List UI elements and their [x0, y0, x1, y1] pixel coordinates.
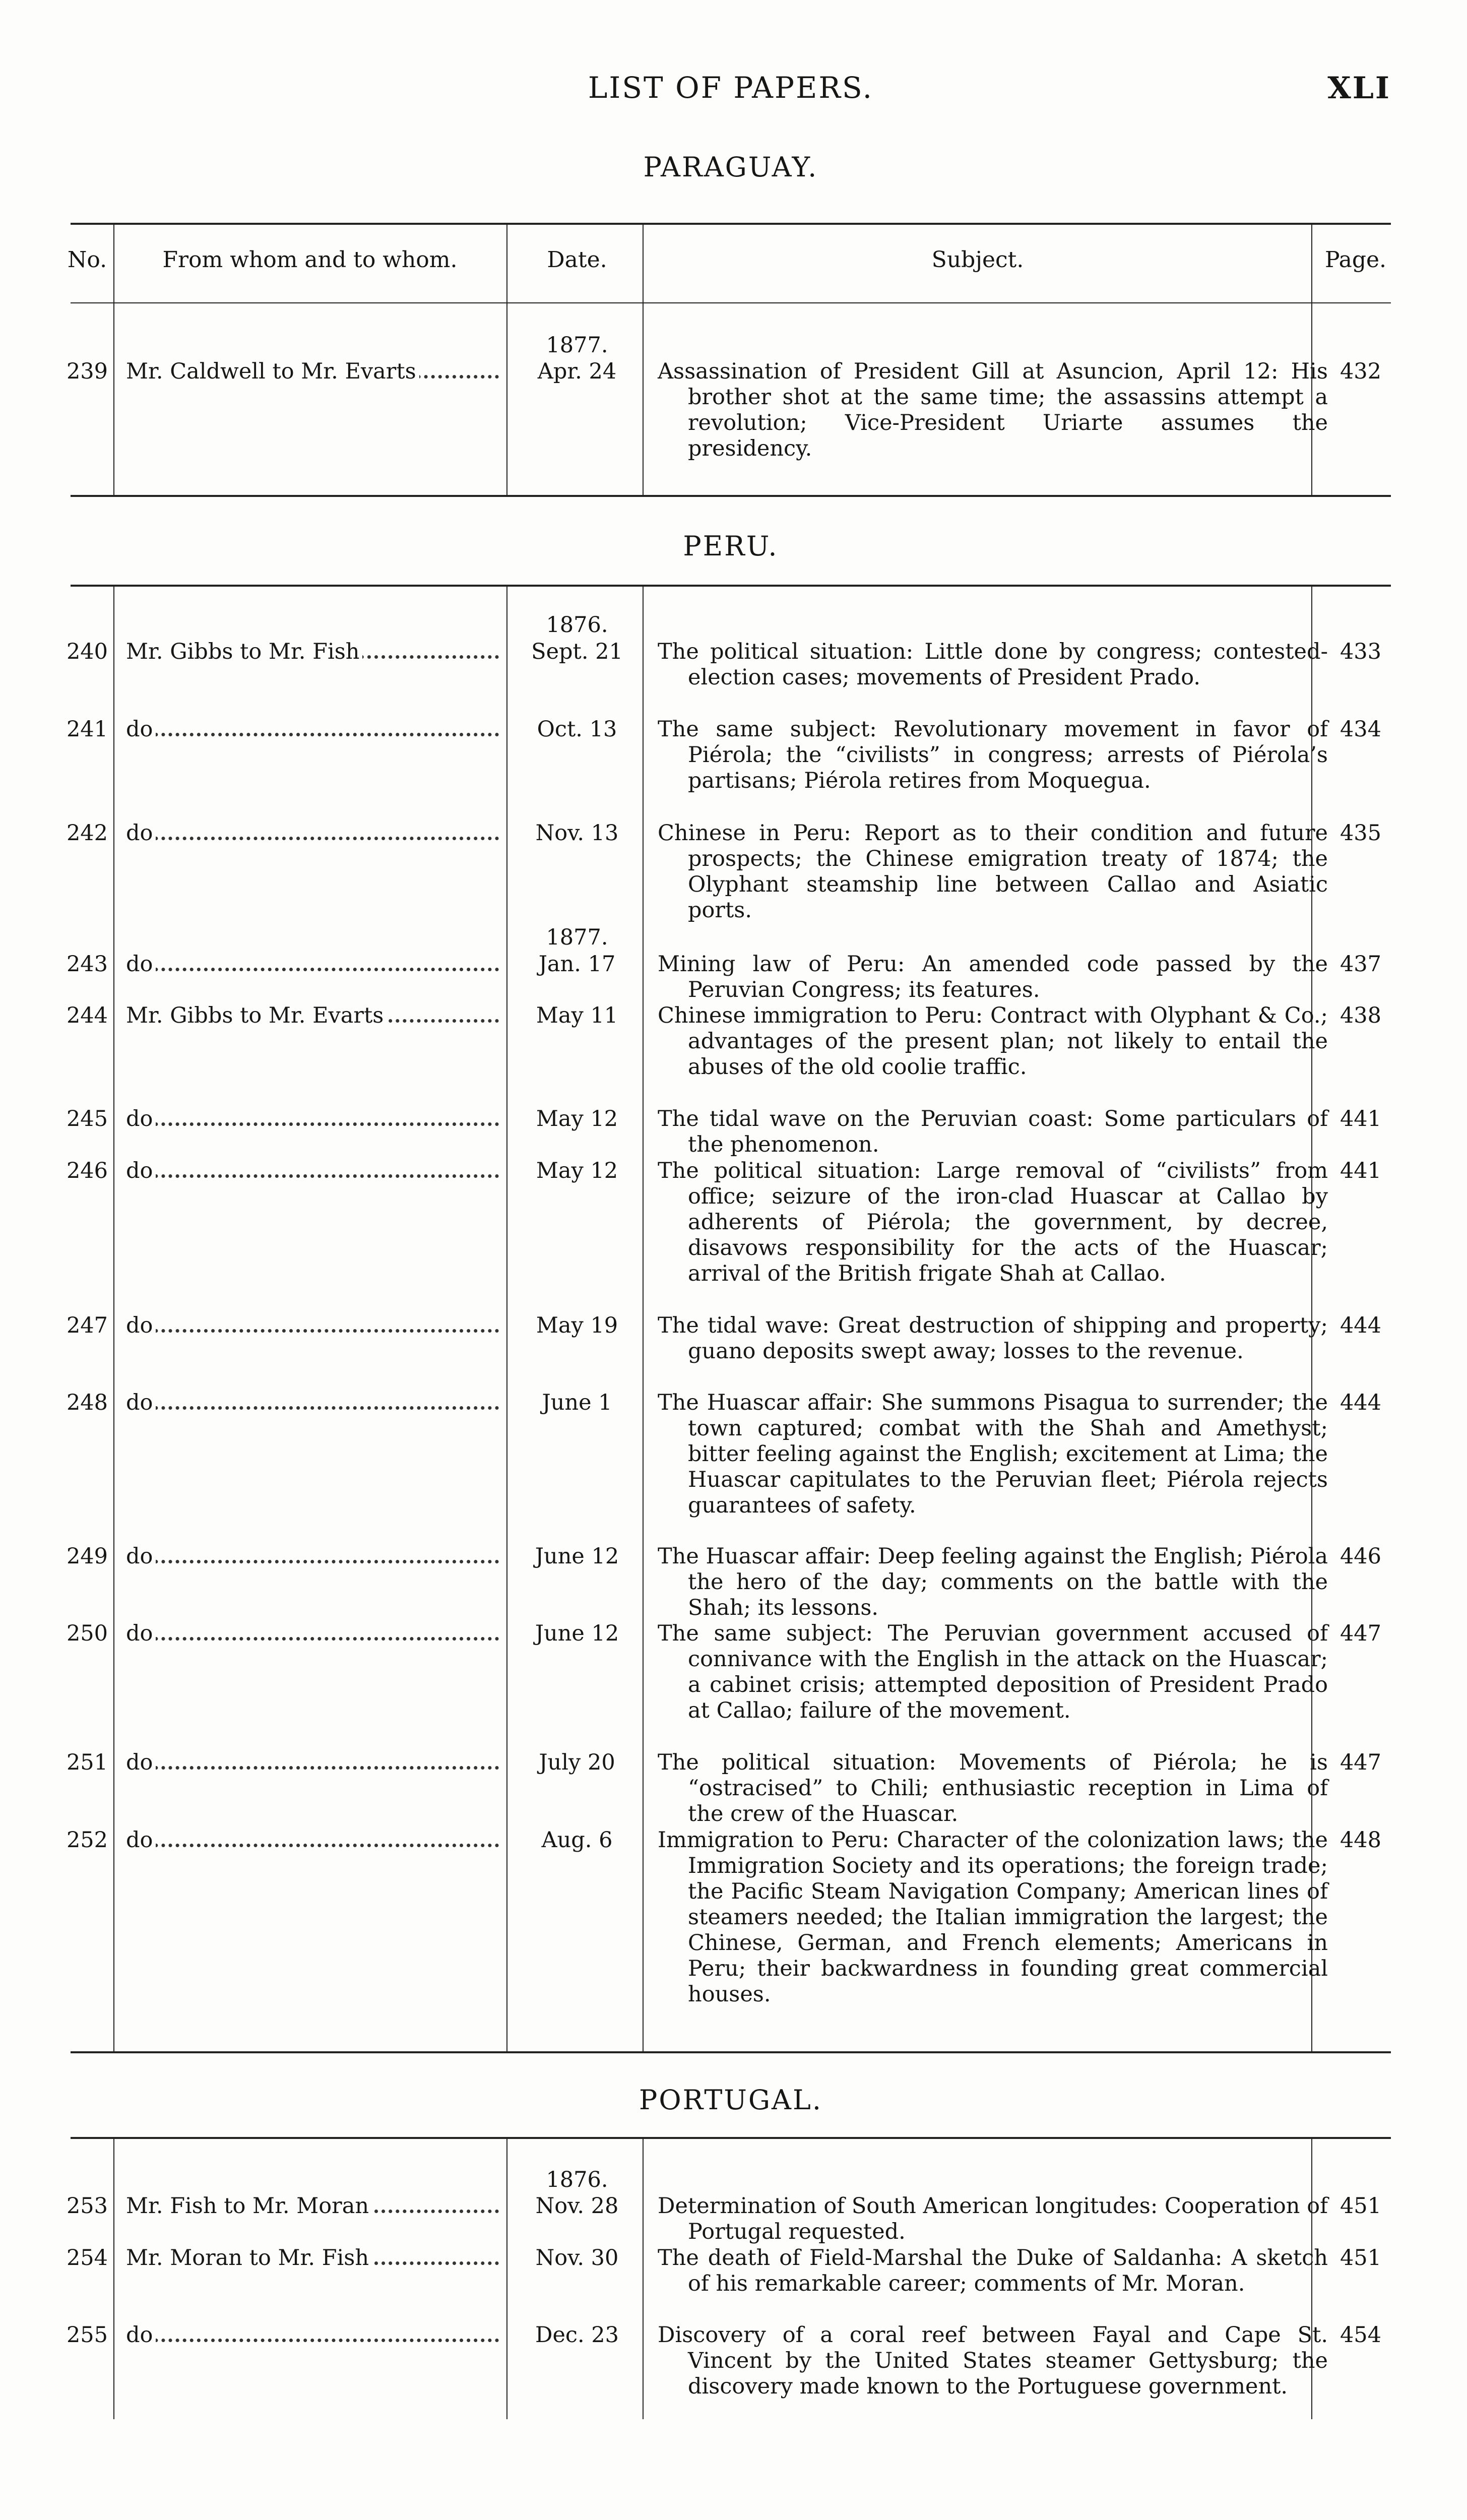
column-divider	[506, 585, 507, 2051]
section-heading-portugal: PORTUGAL.	[639, 2084, 822, 2116]
page-reference: 433	[1340, 639, 1382, 664]
paper-subject: Chinese immigration to Peru: Contract with Olyphant & Co.; advantages of the present plan; not likely to entail the abuses of the old coolie traffic.	[658, 1003, 1328, 1080]
page-number: XLI	[1327, 71, 1391, 106]
paper-number: 240	[66, 639, 108, 664]
paper-number: 245	[66, 1106, 108, 1131]
paper-date: Sept. 21	[531, 639, 623, 664]
correspondent: Mr. Fish to Mr. Moran	[126, 2193, 504, 2219]
page-reference: 448	[1340, 1828, 1382, 1853]
paper-date: June 12	[535, 1544, 619, 1569]
paper-date: Nov. 30	[535, 2245, 619, 2271]
paper-subject: The same subject: Revolutionary movement in favor of Piérola; the “civilists” in congress; arrests of Piérola’s partisans; Piérola retires from Moquegua.	[658, 717, 1328, 793]
column-divider	[506, 223, 507, 495]
correspondent: Mr. Gibbs to Mr. Evarts	[126, 1003, 504, 1029]
paper-subject: The Huascar affair: Deep feeling against the English; Piérola the hero of the day; comments on the battle with the Shah; its lessons.	[658, 1544, 1328, 1620]
paper-number: 243	[66, 952, 108, 977]
column-divider	[643, 2137, 644, 2419]
year-mark: 1876.	[546, 612, 608, 638]
correspondent: do	[126, 717, 504, 742]
column-divider	[643, 223, 644, 495]
page-reference: 447	[1340, 1621, 1382, 1646]
section-bottom-rule	[71, 2051, 1391, 2053]
page-reference: 435	[1340, 821, 1382, 846]
section-heading-peru: PERU.	[683, 530, 779, 562]
correspondent: do	[126, 1313, 504, 1339]
paper-number: 242	[66, 821, 108, 846]
table-top-rule	[71, 223, 1391, 225]
section-heading-paraguay: PARAGUAY.	[643, 151, 818, 183]
paper-number: 241	[66, 717, 108, 742]
year-mark: 1876.	[546, 2167, 608, 2192]
page-reference: 444	[1340, 1313, 1382, 1338]
paper-number: 250	[66, 1621, 108, 1646]
paper-subject: The same subject: The Peruvian government accused of connivance with the English in the attack on the Huascar; a cabinet crisis; attempted deposition of President Prado at Callao; failure of the movement.	[658, 1621, 1328, 1723]
column-divider	[643, 585, 644, 2051]
paper-number: 247	[66, 1313, 108, 1338]
correspondent: Mr. Gibbs to Mr. Fish	[126, 639, 504, 665]
paper-number: 254	[66, 2245, 108, 2271]
page-title: LIST OF PAPERS.	[588, 71, 874, 105]
year-mark: 1877.	[546, 333, 608, 358]
page-reference: 437	[1340, 952, 1382, 977]
paper-date: Nov. 13	[535, 821, 619, 846]
paper-subject: Chinese in Peru: Report as to their condition and future prospects; the Chinese emigration treaty of 1874; the Olyphant steamship line between Callao and Asiatic ports.	[658, 821, 1328, 923]
page-reference: 454	[1340, 2322, 1382, 2348]
page-reference: 438	[1340, 1003, 1382, 1028]
running-header	[71, 71, 1391, 111]
page-reference: 444	[1340, 1390, 1382, 1415]
paper-date: May 12	[536, 1158, 618, 1183]
section-top-rule	[71, 2137, 1391, 2139]
paper-date: July 20	[539, 1750, 615, 1775]
correspondent: do	[126, 1621, 504, 1647]
paper-subject: The political situation: Little done by congress; contested-election cases; movements of President Prado.	[658, 639, 1328, 690]
year-mark: 1877.	[546, 925, 608, 950]
paper-subject: Mining law of Peru: An amended code passed by the Peruvian Congress; its features.	[658, 952, 1328, 1002]
column-header-page: Page.	[1324, 247, 1387, 273]
paper-subject: The political situation: Movements of Piérola; he is “ostracised” to Chili; enthusiastic reception in Lima of the crew of the Huascar.	[658, 1750, 1328, 1826]
column-divider	[113, 2137, 114, 2419]
paper-subject: Determination of South American longitudes: Cooperation of Portugal requested.	[658, 2193, 1328, 2244]
page-reference: 432	[1340, 359, 1382, 384]
column-divider	[506, 2137, 507, 2419]
correspondent: Mr. Caldwell to Mr. Evarts	[126, 359, 504, 385]
paper-subject: The death of Field-Marshal the Duke of Saldanha: A sketch of his remarkable career; comments of Mr. Moran.	[658, 2245, 1328, 2296]
paper-number: 248	[66, 1390, 108, 1415]
page-reference: 441	[1340, 1106, 1382, 1131]
correspondent: do	[126, 1750, 504, 1776]
paper-subject: Assassination of President Gill at Asuncion, April 12: His brother shot at the same time; the assassins attempt a revolution; Vice-President Uriarte assumes the presidency.	[658, 359, 1328, 461]
page-reference: 441	[1340, 1158, 1382, 1183]
correspondent: do	[126, 2322, 504, 2348]
column-header-from: From whom and to whom.	[162, 247, 458, 273]
paper-subject: The tidal wave: Great destruction of shipping and property; guano deposits swept away; losses to the revenue.	[658, 1313, 1328, 1364]
correspondent: do	[126, 1106, 504, 1132]
correspondent: do	[126, 1828, 504, 1853]
paper-number: 253	[66, 2193, 108, 2219]
paper-subject: The Huascar affair: She summons Pisagua to surrender; the town captured; combat with the Shah and Amethyst; bitter feeling against the English; excitement at Lima; the Huascar capitulates to the Peruvian fleet; Piérola rejects guarantees of safety.	[658, 1390, 1328, 1518]
paper-date: Oct. 13	[537, 717, 617, 742]
paper-date: May 12	[536, 1106, 618, 1131]
correspondent: do	[126, 1158, 504, 1184]
column-header-no: No.	[67, 247, 107, 273]
correspondent: do	[126, 952, 504, 977]
paper-subject: Discovery of a coral reef between Fayal and Cape St. Vincent by the United States steamer Gettysburg; the discovery made known to the Portuguese government.	[658, 2322, 1328, 2399]
page-reference: 446	[1340, 1544, 1382, 1569]
paper-number: 251	[66, 1750, 108, 1775]
correspondent: do	[126, 1390, 504, 1416]
paper-date: Jan. 17	[538, 952, 616, 977]
section-top-rule	[71, 585, 1391, 587]
paper-number: 249	[66, 1544, 108, 1569]
paper-date: June 1	[542, 1390, 612, 1415]
correspondent: do	[126, 1544, 504, 1569]
column-header-subject: Subject.	[931, 247, 1024, 273]
correspondent: Mr. Moran to Mr. Fish	[126, 2245, 504, 2271]
page-reference: 451	[1340, 2245, 1382, 2271]
paper-subject: The political situation: Large removal of “civilists” from office; seizure of the iron-clad Huascar at Callao by adherents of Piérola; the government, by decree, disavows responsibility for the acts of the Huascar; arrival of the British frigate Shah at Callao.	[658, 1158, 1328, 1286]
section-bottom-rule	[71, 495, 1391, 497]
paper-number: 244	[66, 1003, 108, 1028]
paper-date: Aug. 6	[541, 1828, 613, 1853]
page-reference: 451	[1340, 2193, 1382, 2219]
page-reference: 434	[1340, 717, 1382, 742]
header-rule	[71, 302, 1391, 303]
paper-subject: Immigration to Peru: Character of the colonization laws; the Immigration Society and its operations; the foreign trade; the Pacific Steam Navigation Company; American lines of steamers needed; the Italian immigration the largest; the Chinese, German, and French elements; Americans in Peru; their backwardness in founding great commercial houses.	[658, 1828, 1328, 2007]
page-reference: 447	[1340, 1750, 1382, 1775]
paper-number: 252	[66, 1828, 108, 1853]
paper-date: Nov. 28	[535, 2193, 619, 2219]
paper-date: May 11	[536, 1003, 618, 1028]
paper-date: May 19	[536, 1313, 618, 1338]
paper-date: Apr. 24	[537, 359, 617, 384]
paper-subject: The tidal wave on the Peruvian coast: Some particulars of the phenomenon.	[658, 1106, 1328, 1157]
paper-date: June 12	[535, 1621, 619, 1646]
paper-number: 239	[66, 359, 108, 384]
paper-number: 246	[66, 1158, 108, 1183]
paper-date: Dec. 23	[535, 2322, 619, 2348]
correspondent: do	[126, 821, 504, 846]
paper-number: 255	[66, 2322, 108, 2348]
column-header-date: Date.	[547, 247, 607, 273]
